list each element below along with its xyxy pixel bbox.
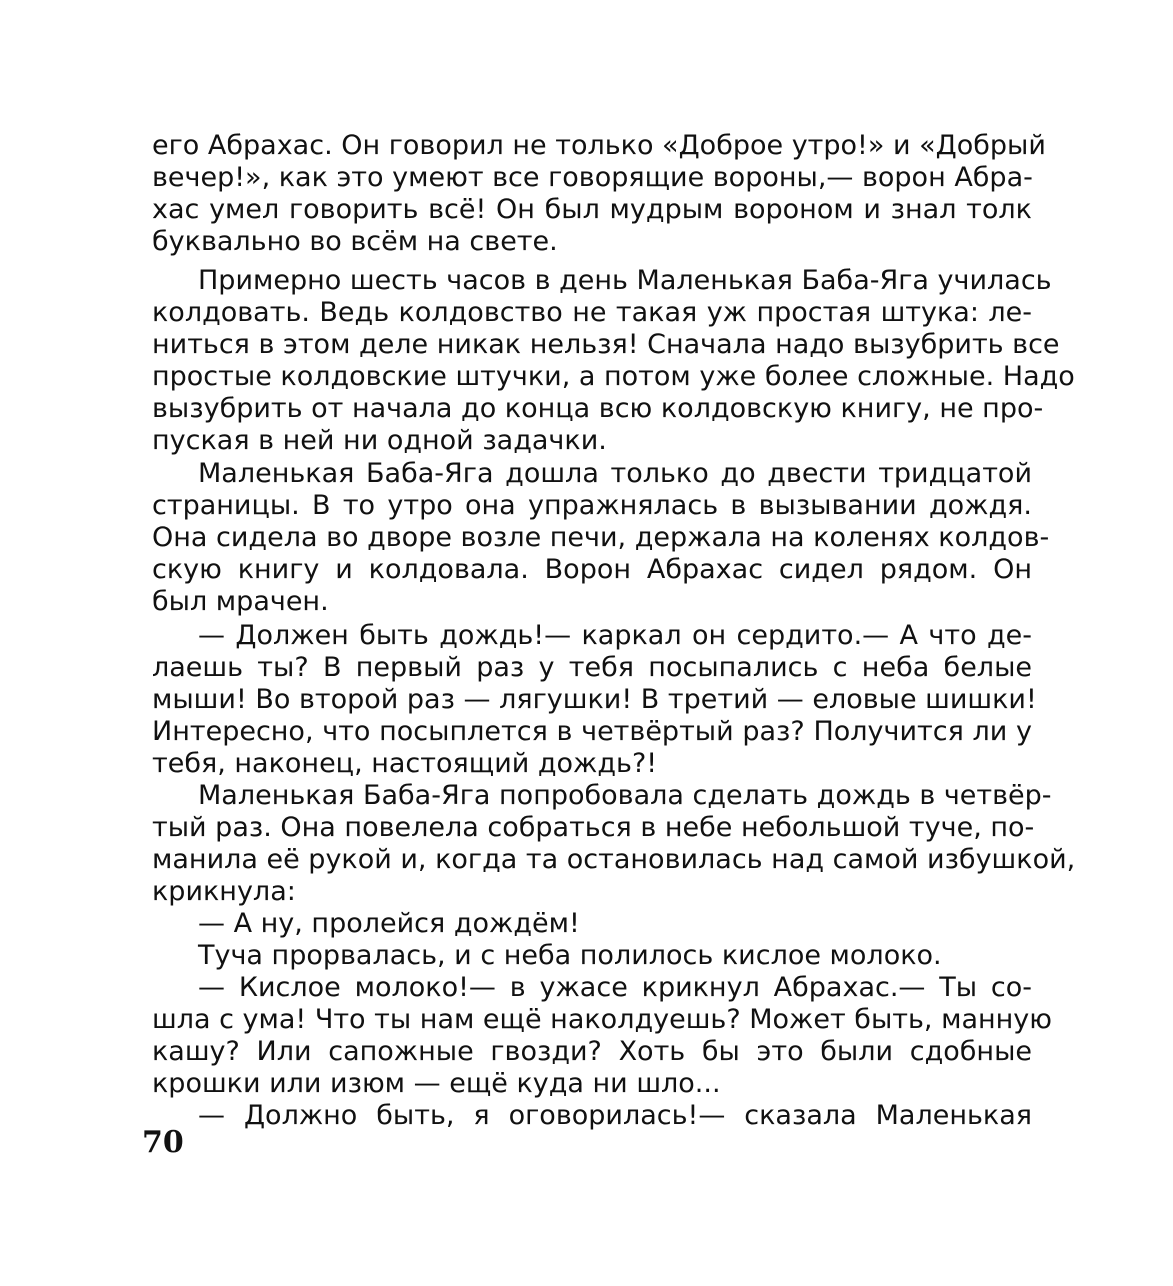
text-line: простые колдовские штучки, а потом уже более сложные. Надо (152, 361, 1075, 392)
text-line: пуская в ней ни одной задачки. (152, 425, 607, 456)
text-line: ниться в этом деле никак нельзя! Сначала надо вызубрить все (152, 329, 1060, 360)
text-line: шла с ума! Что ты нам ещё наколдуешь? Может быть, манную (152, 1004, 1053, 1035)
text-line: мыши! Во второй раз — лягушки! В третий — еловые шишки! (152, 684, 1037, 715)
text-line: Примерно шесть часов в день Маленькая Баба-Яга училась (198, 265, 1052, 296)
page-number: 70 (142, 1125, 184, 1160)
text-line: лаешь ты? В первый раз у тебя посыпались с неба белые (152, 652, 1032, 683)
text-line: тебя, наконец, настоящий дождь?! (152, 748, 658, 779)
text-line: тый раз. Она повелела собраться в небе небольшой туче, по- (152, 812, 1035, 843)
text-line: Она сидела во дворе возле печи, держала на коленях колдов- (152, 522, 1050, 553)
text-line: Интересно, что посыплется в четвёртый раз? Получится ли у (152, 716, 1032, 747)
text-line: его Абрахас. Он говорил не только «Доброе утро!» и «Добрый (152, 130, 1046, 161)
text-line: колдовать. Ведь колдовство не такая уж простая штука: ле- (152, 297, 1032, 328)
text-line: буквально во всём на свете. (152, 226, 558, 257)
text-line: вызубрить от начала до конца всю колдовскую книгу, не про- (152, 393, 1044, 424)
text-line: Туча прорвалась, и с неба полилось кислое молоко. (198, 940, 942, 971)
text-line: — А ну, пролейся дождём! (198, 908, 580, 939)
text-line: был мрачен. (152, 586, 329, 617)
text-line: кашу? Или сапожные гвозди? Хоть бы это были сдобные (152, 1036, 1032, 1067)
text-line: манила её рукой и, когда та остановилась над самой избушкой, (152, 844, 1076, 875)
text-line: крикнула: (152, 876, 296, 907)
text-line: — Должно быть, я оговорилась!— сказала Маленькая (198, 1100, 1032, 1131)
text-line: — Должен быть дождь!— каркал он сердито.— А что де- (198, 620, 1032, 651)
text-line: Маленькая Баба-Яга попробовала сделать дождь в четвёр- (198, 780, 1052, 811)
text-line: хас умел говорить всё! Он был мудрым вороном и знал толк (152, 194, 1032, 225)
text-line: крошки или изюм — ещё куда ни шло... (152, 1068, 721, 1099)
text-line: Маленькая Баба-Яга дошла только до двести тридцатой (198, 458, 1032, 489)
text-line: вечер!», как это умеют все говорящие вороны,— ворон Абра- (152, 162, 1033, 193)
text-line: скую книгу и колдовала. Ворон Абрахас сидел рядом. Он (152, 554, 1032, 585)
text-line: страницы. В то утро она упражнялась в вызывании дождя. (152, 490, 1032, 521)
text-line: — Кислое молоко!— в ужасе крикнул Абрахас.— Ты со- (198, 972, 1032, 1003)
